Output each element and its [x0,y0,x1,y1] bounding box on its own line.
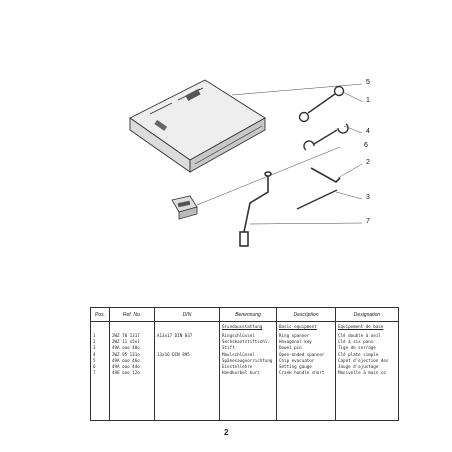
cell-fr: Tige de serrage [336,345,399,351]
table-row [91,352,399,358]
col-pos-header: Pos. [91,308,110,322]
cell-pos: 6 [91,364,110,370]
cell-en: Dowel pin [277,345,336,351]
cell-din: 13x16 DIN 895 [155,352,220,358]
cell-fr: Capot d'ejection des [336,358,399,364]
cell-din: A13x17 DIN 837 [155,333,220,339]
open-ended-spanner-drawing [304,124,348,150]
cell-fr: Clé plate simple [336,352,399,358]
heading-de: Grundausstattung [220,322,277,334]
cell-en: Open-ended spanner [277,352,336,358]
cell-ref: 49A ooo 46o [110,358,155,364]
page-number: 2 [224,428,229,437]
cell-pos: 2 [91,339,110,345]
cell-de: Spänesaugvorrichtung [220,358,277,364]
cell-en: Crank handle short [277,370,336,376]
cell-pos: 4 [91,352,110,358]
cell-fr: Jauge d'ajustage [336,364,399,370]
cell-de: Maulschlüssel [220,352,277,358]
cell-pos: 5 [91,358,110,364]
callout-7: 7 [366,218,370,225]
cell-de: Einstellehre [220,364,277,370]
callout-4: 4 [366,128,370,135]
col-din-header: DIN [155,308,220,322]
col-ref-header: Ref. No. [110,308,155,322]
cell-ref: 2WZ 70 1317 [110,333,155,339]
cell-de: Sechskantstiftschl. [220,339,277,345]
cell-en: Ring spanner [277,333,336,339]
cell-fr: Clé double à oeil [336,333,399,339]
col-description-header: Description [277,308,336,322]
cell-en: Hexagonal key [277,339,336,345]
ring-spanner-drawing [300,87,344,122]
callout-6: 6 [364,142,368,149]
col-benennung-header: Benennung [220,308,277,322]
parts-table [90,307,399,421]
setting-gauge-drawing [172,196,197,219]
cell-ref: 49E ooo 12o [110,370,155,376]
table-empty-space [91,376,399,421]
cell-de: Ringschlüssel [220,333,277,339]
cell-ref: 2WZ 95 131o [110,352,155,358]
cell-pos: 1 [91,333,110,339]
callout-5: 5 [366,79,370,86]
callout-1: 1 [366,97,370,104]
cell-ref: 2WZ 11 x5o1 [110,339,155,345]
cell-fr: Manivelle à main co [336,370,399,376]
cell-ref: 49A ooo 48o [110,345,155,351]
cell-en: Setting gauge [277,364,336,370]
callout-2: 2 [366,159,370,166]
cell-ref: 49A ooo 44o [110,364,155,370]
cell-de: Handkurbel kurz [220,370,277,376]
crank-handle-drawing [240,172,271,246]
callout-3: 3 [366,194,370,201]
cell-de: Stift [220,345,277,351]
heading-en: Basic equipment [277,322,336,334]
hexagonal-key-drawing [311,168,340,182]
cell-en: Chip evacuator [277,358,336,364]
heading-row [91,322,399,334]
cell-pos: 7 [91,370,110,376]
parts-table-header [91,308,399,322]
dowel-pin-drawing [297,190,337,209]
cell-pos: 3 [91,345,110,351]
col-designation-header: Designation [336,308,399,322]
table-row [91,370,399,376]
heading-fr: Equipement de base [336,322,399,334]
cell-fr: Clé à six pans [336,339,399,345]
